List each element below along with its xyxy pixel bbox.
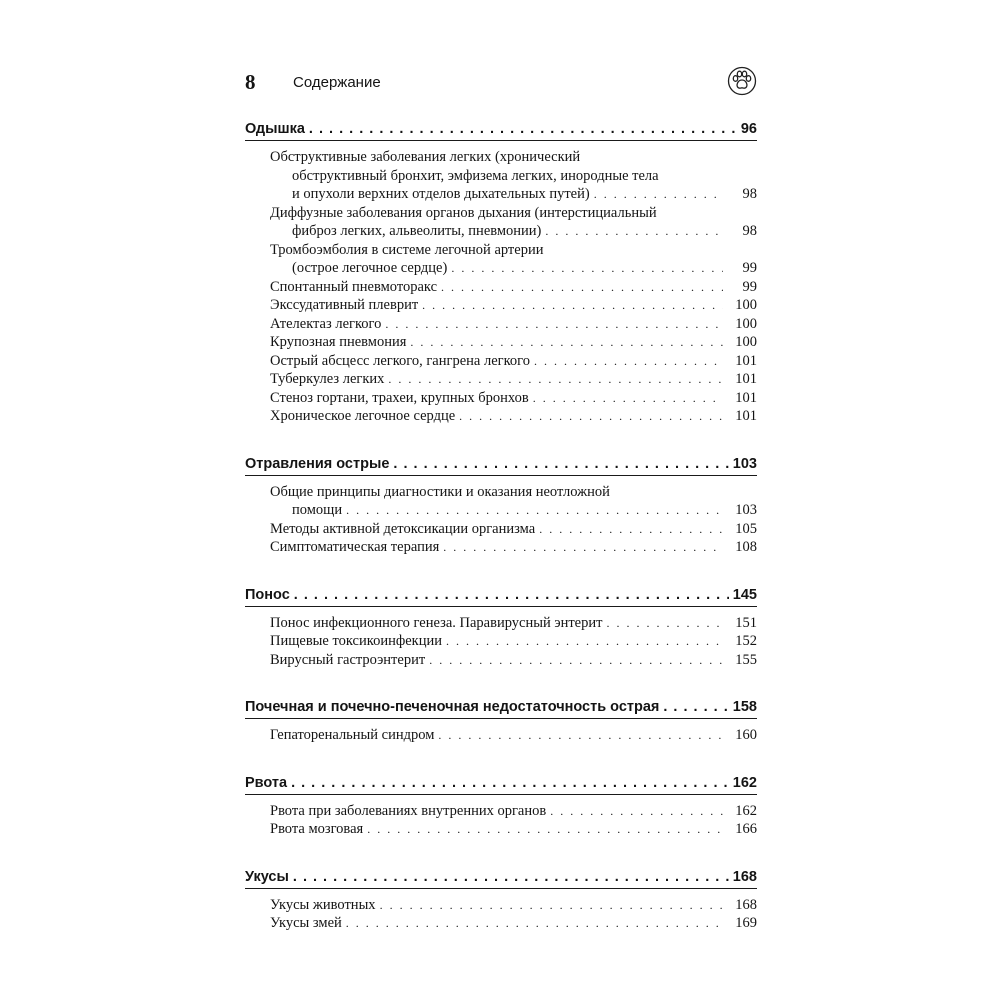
dot-leader bbox=[291, 772, 729, 794]
section-heading[interactable] bbox=[245, 453, 757, 476]
section-page-number: 96 bbox=[740, 121, 757, 137]
entry-title: Укусы животных bbox=[270, 896, 376, 913]
entry-page-number: 101 bbox=[735, 408, 757, 424]
dot-leader bbox=[446, 632, 723, 651]
entry-page-number: 101 bbox=[735, 371, 757, 387]
entry-page-number: 160 bbox=[735, 727, 757, 743]
entry-page-number: 101 bbox=[735, 389, 757, 406]
toc-section bbox=[245, 584, 757, 670]
toc-entry[interactable] bbox=[245, 614, 757, 633]
entry-title: Стеноз гортани, трахеи, крупных бронхов bbox=[270, 389, 529, 406]
dot-leader bbox=[293, 866, 729, 888]
toc-section bbox=[245, 453, 757, 557]
entry-page-number: 103 bbox=[735, 502, 757, 518]
toc-entry[interactable] bbox=[245, 204, 757, 241]
section-title: Одышка bbox=[245, 121, 305, 137]
section-heading[interactable] bbox=[245, 584, 757, 607]
page-number: 8 bbox=[245, 70, 256, 94]
entry-title: Хроническое легочное сердце bbox=[270, 408, 456, 424]
paw-icon bbox=[727, 66, 757, 96]
dot-leader bbox=[438, 726, 723, 745]
section-heading[interactable] bbox=[245, 866, 757, 889]
toc-entry[interactable] bbox=[245, 241, 757, 278]
entry-title: Туберкулез легких bbox=[270, 371, 385, 387]
entry-page-number: 162 bbox=[735, 802, 757, 819]
section-page-number: 158 bbox=[732, 699, 757, 715]
entry-title-line: Диффузные заболевания органов дыхания (интерстициальный bbox=[270, 204, 657, 221]
dot-leader bbox=[550, 802, 723, 821]
section-title: Отравления острые bbox=[245, 455, 390, 472]
entry-page-number: 98 bbox=[742, 186, 757, 202]
toc-entry[interactable] bbox=[245, 802, 757, 821]
entry-title-line: Тромбоэмболия в системе легочной артерии bbox=[270, 241, 544, 258]
section-page-number: 168 bbox=[732, 868, 757, 885]
toc-section bbox=[245, 118, 757, 426]
toc-entry[interactable] bbox=[245, 407, 757, 426]
toc-entry[interactable] bbox=[245, 538, 757, 557]
entry-page-number: 98 bbox=[742, 223, 757, 239]
toc-entry[interactable] bbox=[245, 632, 757, 651]
entry-title: Острый абсцесс легкого, гангрена легкого bbox=[270, 352, 530, 369]
section-page-number: 145 bbox=[732, 586, 757, 603]
section-title: Понос bbox=[245, 586, 290, 603]
entry-title-line: Общие принципы диагностики и оказания неотложной bbox=[270, 483, 610, 500]
dot-leader bbox=[309, 118, 737, 140]
entry-title: Гепаторенальный синдром bbox=[270, 727, 435, 743]
dot-leader bbox=[451, 259, 723, 278]
toc-section bbox=[245, 696, 757, 745]
entry-title: помощи bbox=[292, 502, 343, 518]
toc-entry[interactable] bbox=[245, 278, 757, 297]
entry-page-number: 101 bbox=[735, 352, 757, 369]
dot-leader bbox=[410, 333, 723, 352]
dot-leader bbox=[294, 584, 729, 606]
toc-entry[interactable] bbox=[245, 726, 757, 745]
entry-page-number: 166 bbox=[735, 821, 757, 837]
dot-leader bbox=[606, 614, 723, 633]
entry-title: Понос инфекционного генеза. Паравирусный энтерит bbox=[270, 614, 603, 631]
entry-title-line: Обструктивные заболевания легких (хронический bbox=[270, 149, 581, 165]
entry-page-number: 100 bbox=[735, 334, 757, 350]
entry-page-number: 169 bbox=[735, 915, 757, 931]
toc-section bbox=[245, 866, 757, 933]
entry-title: Симптоматическая терапия bbox=[270, 539, 440, 555]
entry-title: Рвота мозговая bbox=[270, 821, 364, 837]
toc-entry[interactable] bbox=[245, 914, 757, 933]
dot-leader bbox=[429, 651, 723, 670]
entry-page-number: 100 bbox=[735, 297, 757, 313]
entry-page-number: 168 bbox=[735, 896, 757, 913]
entry-title-line: обструктивный бронхит, эмфизема легких, инородные тела bbox=[292, 167, 659, 184]
dot-leader bbox=[443, 538, 723, 557]
entry-title: Вирусный гастроэнтерит bbox=[270, 651, 426, 668]
section-title: Укусы bbox=[245, 868, 289, 885]
dot-leader bbox=[594, 185, 723, 204]
running-title: Содержание bbox=[293, 74, 381, 91]
entry-title: фиброз легких, альвеолиты, пневмонии) bbox=[292, 223, 542, 239]
dot-leader bbox=[346, 501, 723, 520]
toc-section bbox=[245, 772, 757, 839]
dot-leader bbox=[422, 296, 723, 315]
entry-page-number: 152 bbox=[735, 633, 757, 649]
dot-leader bbox=[441, 278, 723, 297]
dot-leader bbox=[459, 407, 723, 426]
entry-title: Ателектаз легкого bbox=[270, 315, 382, 332]
entry-title: Крупозная пневмония bbox=[270, 334, 407, 350]
entry-page-number: 151 bbox=[735, 614, 757, 631]
entry-title: Спонтанный пневмоторакс bbox=[270, 278, 438, 295]
section-title: Почечная и почечно-печеночная недостаточность острая bbox=[245, 699, 660, 715]
section-page-number: 103 bbox=[732, 455, 757, 472]
entry-page-number: 100 bbox=[735, 315, 757, 332]
toc-entry[interactable] bbox=[245, 483, 757, 520]
entry-page-number: 108 bbox=[735, 539, 757, 555]
toc-entry[interactable] bbox=[245, 896, 757, 915]
toc-entry[interactable] bbox=[245, 820, 757, 839]
dot-leader bbox=[545, 222, 723, 241]
section-title: Рвота bbox=[245, 774, 288, 791]
toc-entry[interactable] bbox=[245, 333, 757, 352]
entry-title: Укусы змей bbox=[270, 915, 342, 931]
entry-page-number: 99 bbox=[742, 260, 757, 276]
dot-leader bbox=[385, 315, 723, 334]
toc-entry[interactable] bbox=[245, 148, 757, 204]
dot-leader bbox=[539, 520, 723, 539]
dot-leader bbox=[388, 370, 723, 389]
entry-title: Рвота при заболеваниях внутренних органов bbox=[270, 802, 547, 819]
entry-title: Пищевые токсикоинфекции bbox=[270, 633, 442, 649]
toc-entry[interactable] bbox=[245, 389, 757, 408]
section-heading[interactable] bbox=[245, 772, 757, 795]
toc-entry[interactable] bbox=[245, 352, 757, 371]
toc-entry[interactable] bbox=[245, 651, 757, 670]
table-of-contents bbox=[245, 118, 757, 960]
section-page-number: 162 bbox=[732, 774, 757, 791]
entry-page-number: 99 bbox=[742, 278, 757, 295]
dot-leader bbox=[380, 896, 723, 915]
dot-leader bbox=[534, 352, 723, 371]
entry-title: Экссудативный плеврит bbox=[270, 297, 419, 313]
section-heading[interactable] bbox=[245, 696, 757, 719]
dot-leader bbox=[393, 453, 728, 475]
page-header bbox=[245, 66, 757, 98]
toc-entry[interactable] bbox=[245, 315, 757, 334]
entry-title: (острое легочное сердце) bbox=[292, 260, 448, 276]
dot-leader bbox=[663, 696, 728, 718]
dot-leader bbox=[533, 389, 723, 408]
dot-leader bbox=[346, 914, 723, 933]
entry-page-number: 155 bbox=[735, 651, 757, 668]
dot-leader bbox=[367, 820, 723, 839]
toc-entry[interactable] bbox=[245, 370, 757, 389]
section-heading[interactable] bbox=[245, 118, 757, 141]
entry-page-number: 105 bbox=[735, 520, 757, 537]
entry-title: Методы активной детоксикации организма bbox=[270, 520, 536, 537]
toc-entry[interactable] bbox=[245, 520, 757, 539]
toc-entry[interactable] bbox=[245, 296, 757, 315]
entry-title: и опухоли верхних отделов дыхательных путей) bbox=[292, 186, 590, 202]
